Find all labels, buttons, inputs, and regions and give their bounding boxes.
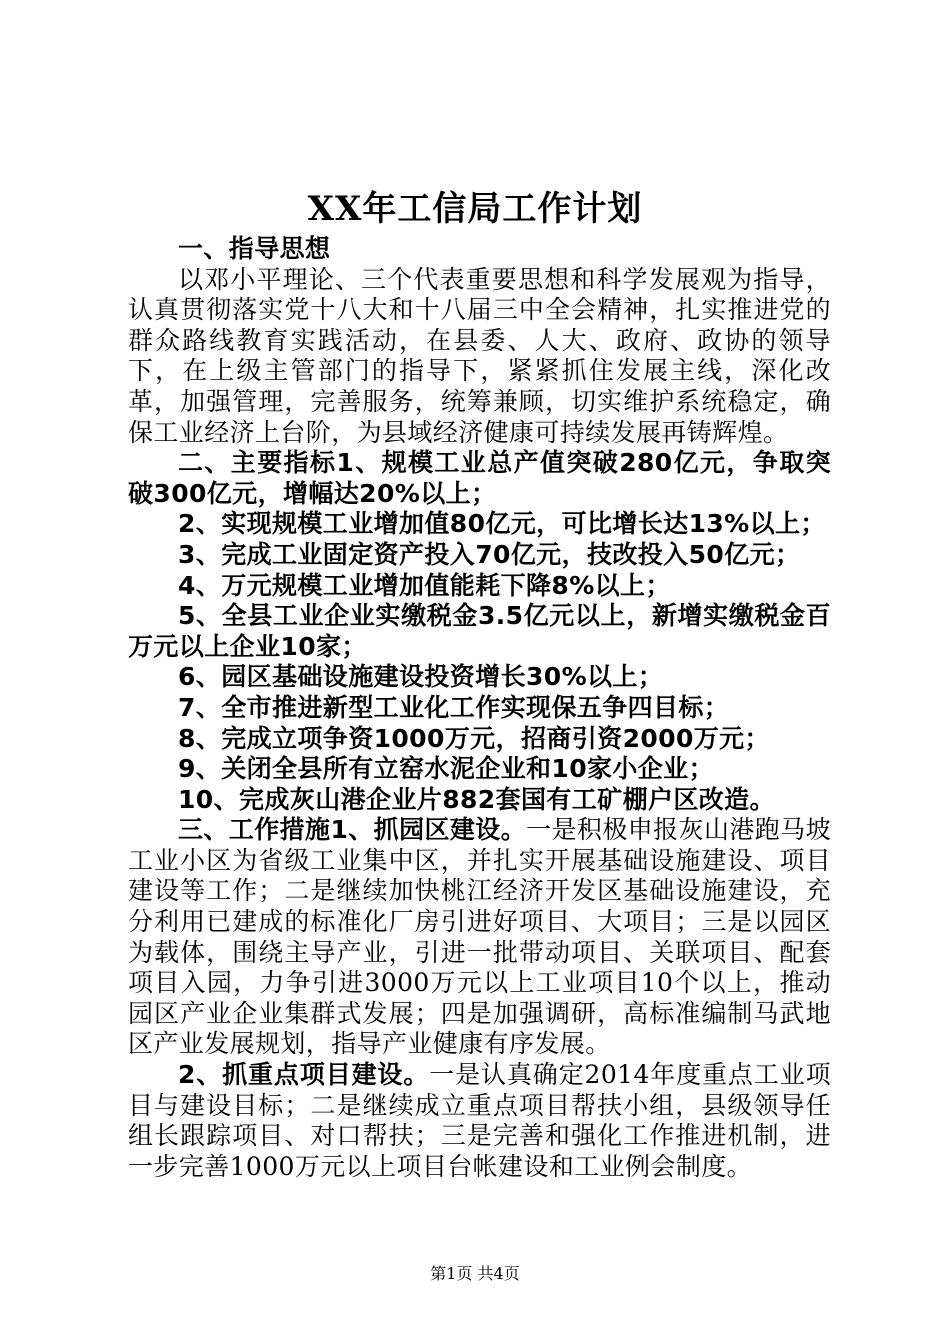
indicator-item: 9、关闭全县所有立窑水泥企业和10家小企业； (178, 754, 714, 784)
measure-paragraph-key-projects (128, 1060, 831, 1182)
measure-label: 1、抓园区建设。 (330, 815, 527, 845)
indicator-item: 4、万元规模工业增加值能耗下降8%以上； (178, 570, 671, 600)
main-indicators-first-line (128, 448, 831, 509)
section-heading-work-measures: 三、工作措施 (178, 815, 331, 845)
indicator-item: 8、完成立项争资1000万元，招商引资2000万元； (178, 723, 770, 753)
indicator-item: 6、园区基础设施建设投资增长30%以上； (178, 662, 664, 692)
section-heading-main-indicators: 二、主要指标 (178, 448, 337, 478)
measure-paragraph-park (128, 815, 831, 1060)
document-body (128, 234, 831, 1182)
indicator-item: 5、全县工业企业实缴税金3.5亿元以上，新增实缴税金百万元以上企业10家； (128, 601, 831, 661)
indicator-item: 3、完成工业固定资产投入70亿元，技改投入50亿元； (178, 539, 801, 569)
measure-label: 2、抓重点项目建设。 (178, 1060, 430, 1090)
measure-text: 一是认真确定2014年度重点工业项目与建设目标；二是继续成立重点项目帮扶小组，县级领导任组长跟踪项目、对口帮扶；三是完善和强化工作推进机制，进一步完善1000万元以上项目台帐建设和工业例会制度。 (128, 1060, 831, 1181)
document-title: XX年工信局工作计划 (307, 189, 643, 229)
measure-text: 一是积极申报灰山港跑马坡工业小区为省级工业集中区，并扎实开展基础设施建设、项目建设等工作；二是继续加快桃江经济开发区基础设施建设，充分利用已建成的标准化厂房引进好项目、大项目；三是以园区为载体，围绕主导产业，引进一批带动项目、关联项目、配套项目入园，力争引进3000万元以上工业项目10个以上，推动园区产业企业集群式发展；四是加强调研，高标准编制马武地区产业发展规划，指导产业健康有序发展。 (128, 815, 831, 1059)
guiding-ideology-paragraph: 以邓小平理论、三个代表重要思想和科学发展观为指导，认真贯彻落实党十八大和十八届三中全会精神，扎实推进党的群众路线教育实践活动，在县委、人大、政府、政协的领导下，在上级主管部门的指导下，紧紧抓住发展主线，深化改革，加强管理，完善服务，统筹兼顾，切实维护系统稳定，确保工业经济上台阶，为县域经济健康可持续发展再铸辉煌。 (128, 264, 831, 447)
indicator-item: 2、实现规模工业增加值80亿元，可比增长达13%以上； (178, 509, 826, 539)
section-heading-guiding-ideology: 一、指导思想 (178, 234, 331, 263)
indicator-item: 10、完成灰山港企业片882套国有工矿棚户区改造。 (178, 784, 775, 814)
indicator-item: 7、全市推进新型工业化工作实现保五争四目标； (178, 692, 730, 722)
page-footer: 第1页 共4页 (430, 1264, 520, 1283)
indicator-item: 1、规模工业总产值突破280亿元，争取突破300亿元，增幅达20%以上； (128, 448, 831, 508)
